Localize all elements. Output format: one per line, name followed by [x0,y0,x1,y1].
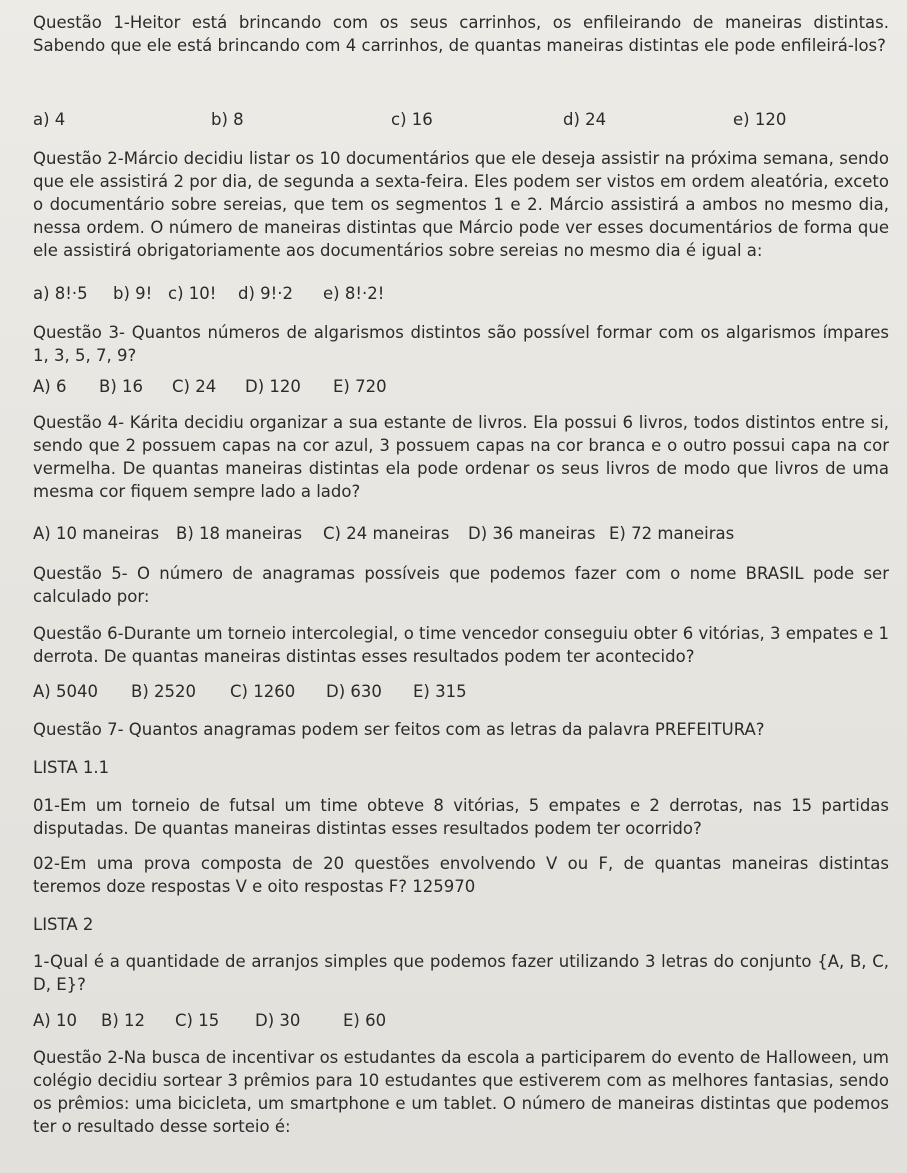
question-1-text: Questão 1-Heitor está brincando com os seus carrinhos, os enfileirando de maneiras distintas. Sabendo que ele está brincando com 4 carrinhos, de quantas maneiras distintas ele pode enfileirá-los? [33,13,889,55]
question-4-option-c: C) 24 maneiras [323,524,450,543]
question-3-option-a: A) 6 [33,377,67,396]
question-4-option-e: E) 72 maneiras [609,524,735,543]
question-1-option-e: e) 120 [733,110,787,129]
lista-1-1-item-2-text: 02-Em uma prova composta de 20 questões envolvendo V ou F, de quantas maneiras distintas teremos doze respostas V e oito respostas F? 125970 [33,854,889,896]
lista-1-1-item-2 [33,852,889,898]
question-2-option-a: a) 8!·5 [33,284,88,303]
lista-2-item-2 [33,1046,889,1138]
question-6-option-b: B) 2520 [131,682,196,701]
question-1-option-d: d) 24 [563,110,607,129]
question-4-option-b: B) 18 maneiras [176,524,303,543]
lista-2-option-d: D) 30 [255,1011,301,1030]
lista-1-1-heading: LISTA 1.1 [33,758,110,777]
question-1-option-a: a) 4 [33,110,66,129]
question-6-text: Questão 6-Durante um torneio intercolegial, o time vencedor conseguiu obter 6 vitórias, 3 empates e 1 derrota. De quantas maneiras distintas esses resultados podem ter acontecido? [33,624,889,666]
question-1-options [33,108,889,131]
question-7-text: Questão 7- Quantos anagramas podem ser feitos com as letras da palavra PREFEITURA? [33,720,765,739]
lista-2-option-c: C) 15 [175,1011,220,1030]
question-6-option-c: C) 1260 [230,682,296,701]
question-2-option-c: c) 10! [168,284,217,303]
question-6-option-e: E) 315 [413,682,467,701]
lista-2-item-1 [33,950,889,996]
question-3 [33,321,889,367]
question-4-text: Questão 4- Kárita decidiu organizar a sua estante de livros. Ela possui 6 livros, todos distintos entre si, sendo que 2 possuem capas na cor azul, 3 possuem capas na cor branca e o outro possui capa na cor vermelha. De quantas maneiras distintas ela pode ordenar os seus livros de modo que livros de uma mesma cor fiquem sempre lado a lado? [33,413,889,501]
question-4-options [33,522,889,545]
question-1-option-c: c) 16 [391,110,433,129]
question-3-option-e: E) 720 [333,377,387,396]
lista-2-option-a: A) 10 [33,1011,77,1030]
lista-2-option-b: B) 12 [101,1011,145,1030]
lista-2-item-2-text: Questão 2-Na busca de incentivar os estudantes da escola a participarem do evento de Halloween, um colégio decidiu sortear 3 prêmios para 10 estudantes que estiverem com as melhores fantasias, sendo os prêmios: uma bicicleta, um smartphone e um tablet. O número de maneiras distintas que podemos ter o resultado desse sorteio é: [33,1048,889,1136]
lista-2-heading: LISTA 2 [33,915,94,934]
lista-2-item-1-options [33,1009,889,1032]
question-2-option-e: e) 8!·2! [323,284,385,303]
question-3-option-b: B) 16 [99,377,143,396]
question-1 [33,11,889,57]
lista-2-item-1-text: 1-Qual é a quantidade de arranjos simples que podemos fazer utilizando 3 letras do conjunto {A, B, C, D, E}? [33,952,889,994]
question-2-text: Questão 2-Márcio decidiu listar os 10 documentários que ele deseja assistir na próxima semana, sendo que ele assistirá 2 por dia, de segunda a sexta-feira. Eles podem ser vistos em ordem aleatória, exceto o documentário sobre sereias, que tem os segmentos 1 e 2. Márcio assistirá a ambos no mesmo dia, nessa ordem. O número de maneiras distintas que Márcio pode ver esses documentários de forma que ele assistirá obrigatoriamente aos documentários sobre sereias no mesmo dia é igual a: [33,149,889,260]
question-2-options [33,282,889,305]
question-2-option-d: d) 9!·2 [238,284,294,303]
question-1-option-b: b) 8 [211,110,244,129]
question-5-text: Questão 5- O número de anagramas possíveis que podemos fazer com o nome BRASIL pode ser calculado por: [33,564,889,606]
question-4 [33,411,889,503]
question-2 [33,147,889,262]
question-6-option-a: A) 5040 [33,682,98,701]
question-2-option-b: b) 9! [113,284,153,303]
question-3-text: Questão 3- Quantos números de algarismos distintos são possível formar com os algarismos ímpares 1, 3, 5, 7, 9? [33,323,889,365]
question-4-option-d: D) 36 maneiras [468,524,596,543]
lista-1-1-item-1 [33,794,889,840]
question-3-option-d: D) 120 [245,377,301,396]
question-6-options [33,680,889,703]
question-3-option-c: C) 24 [172,377,217,396]
question-4-option-a: A) 10 maneiras [33,524,160,543]
question-5 [33,562,889,608]
question-6 [33,622,889,668]
lista-1-1-item-1-text: 01-Em um torneio de futsal um time obteve 8 vitórias, 5 empates e 2 derrotas, nas 15 partidas disputadas. De quantas maneiras distintas esses resultados podem ter ocorrido? [33,796,889,838]
lista-2-option-e: E) 60 [343,1011,387,1030]
question-6-option-d: D) 630 [326,682,382,701]
question-3-options [33,375,889,398]
question-7 [33,718,889,741]
